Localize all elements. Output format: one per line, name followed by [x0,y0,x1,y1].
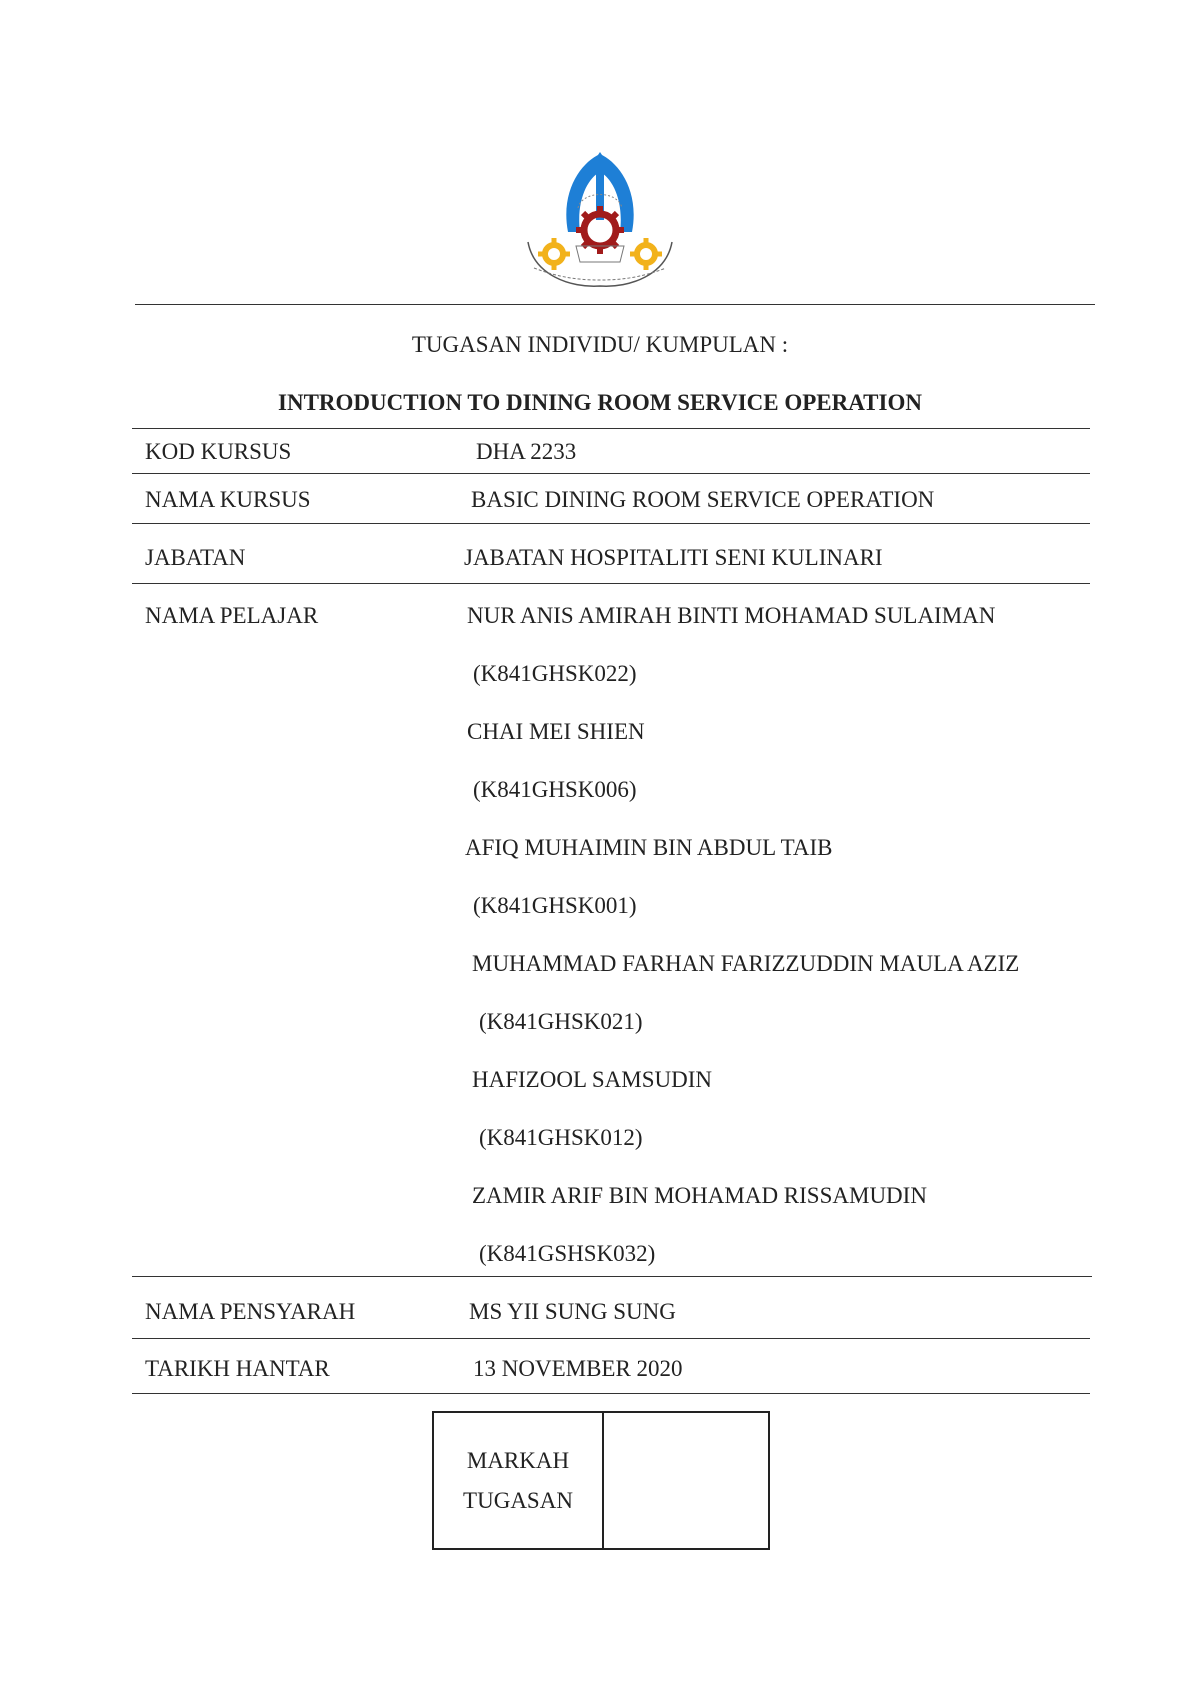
student-name: ZAMIR ARIF BIN MOHAMAD RISSAMUDIN [472,1183,927,1208]
kod-kursus-label: KOD KURSUS [145,439,292,464]
student-id: (K841GHSK001) [473,893,637,918]
markah-label-line2: TUGASAN [463,1487,573,1513]
markah-box [432,1411,770,1550]
student-id: (K841GHSK012) [479,1125,643,1150]
markah-value-cell [604,1413,767,1548]
jabatan-label: JABATAN [145,545,246,570]
table-divider [132,523,1090,524]
student-id: (K841GHSK006) [473,777,637,802]
table-divider [132,1338,1090,1339]
nama-pensyarah-label: NAMA PENSYARAH [145,1299,356,1324]
top-divider [135,304,1095,305]
student-id: (K841GSHSK032) [479,1241,656,1266]
student-name: HAFIZOOL SAMSUDIN [472,1067,713,1092]
student-id: (K841GHSK021) [479,1009,643,1034]
tarikh-hantar-value: 13 NOVEMBER 2020 [473,1356,683,1381]
student-name: NUR ANIS AMIRAH BINTI MOHAMAD SULAIMAN [467,603,996,628]
table-divider [132,473,1090,474]
markah-label-cell [434,1413,604,1548]
nama-pelajar-label: NAMA PELAJAR [145,603,319,628]
kod-kursus-value: DHA 2233 [476,439,577,464]
jabatan-value: JABATAN HOSPITALITI SENI KULINARI [464,545,883,570]
student-id: (K841GHSK022) [473,661,637,686]
nama-pensyarah-value: MS YII SUNG SUNG [469,1299,676,1324]
assignment-title: INTRODUCTION TO DINING ROOM SERVICE OPERATION [278,390,922,415]
table-divider [132,1276,1092,1277]
table-divider [132,1393,1090,1394]
table-divider [132,428,1090,429]
tarikh-hantar-label: TARIKH HANTAR [145,1356,330,1381]
assignment-type: TUGASAN INDIVIDU/ KUMPULAN : [411,332,789,357]
institution-logo [520,150,680,295]
table-divider [132,583,1090,584]
student-name: AFIQ MUHAIMIN BIN ABDUL TAIB [465,835,833,860]
nama-kursus-label: NAMA KURSUS [145,487,311,512]
markah-label-line1: MARKAH [466,1447,570,1473]
student-name: CHAI MEI SHIEN [467,719,645,744]
nama-kursus-value: BASIC DINING ROOM SERVICE OPERATION [471,487,935,512]
student-name: MUHAMMAD FARHAN FARIZZUDDIN MAULA AZIZ [472,951,1020,976]
